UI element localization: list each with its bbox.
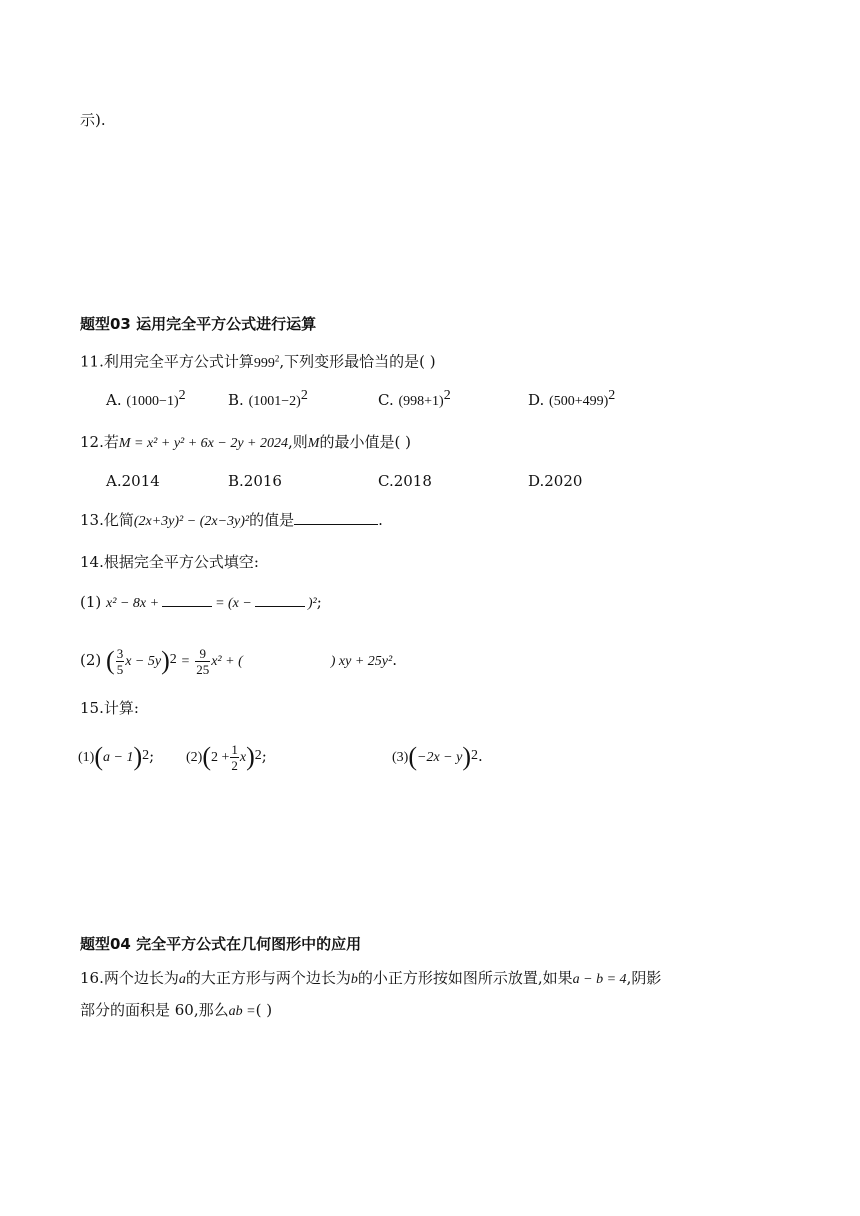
part-end: . (478, 747, 483, 765)
part-end: ; (316, 593, 322, 611)
answer-blank[interactable] (294, 510, 378, 525)
question-13-end: . (378, 511, 383, 529)
question-12-stem-mid: ,则 (288, 433, 308, 451)
equals-sign: = (181, 654, 190, 669)
question-11 (80, 348, 436, 374)
question-11-expr: $999^2$ (253, 353, 280, 371)
question-15-part-2: (2)(2 + $\frac{1}{2}$ x)$^2$; (186, 741, 267, 773)
part-expr: −2x − y (417, 750, 463, 765)
section-heading-03: 题型03 运用完全平方公式进行运算 (80, 315, 317, 333)
part-expr: x (239, 750, 247, 765)
q12-option-d[interactable]: D.2020 (528, 472, 583, 490)
question-14-part-2: (2) ( $\frac{3}{5}$ x − 5y)$^2$ = $\frac{9}{25}$ x² + ( ) xy + 25y². (80, 645, 397, 677)
answer-blank[interactable] (162, 592, 212, 607)
q11-option-b[interactable]: B. $(1001-2)^2$ (228, 388, 308, 409)
question-16-text: 16.两个边长为 (80, 969, 179, 987)
question-11-stem-end: ,下列变形最恰当的是( ) (279, 352, 436, 371)
part-expr: a − 1 (103, 750, 134, 765)
part-end: ; (149, 747, 155, 765)
part-label: (3) (392, 750, 409, 765)
section-heading-04: 题型04 完全平方公式在几何图形中的应用 (80, 935, 362, 953)
q12-option-b[interactable]: B.2016 (228, 472, 282, 490)
part-expr: )² (307, 596, 317, 611)
question-13-stem-end: 的值是 (249, 511, 295, 529)
part-label: (1) (80, 593, 102, 611)
fraction: $\frac{1}{2}$ (231, 741, 238, 773)
part-end: ; (261, 747, 267, 765)
question-13-stem: 13.化简 (80, 511, 134, 529)
variable-b: b (350, 972, 358, 987)
variable-a: a (178, 972, 186, 987)
question-16-text: 的小正方形按如图所示放置,如果 (357, 969, 573, 987)
question-12-stem-end: 的最小值是( ) (319, 433, 411, 451)
part-label: (2) (186, 750, 203, 765)
part-expr: = (x − (215, 596, 252, 611)
part-label: (1) (78, 750, 95, 765)
question-12-expr: M = x² + y² + 6x − 2y + 2024 (118, 436, 289, 451)
part-label: (2) (80, 651, 102, 669)
part-expr: x − 5y (125, 654, 162, 669)
q11-option-c[interactable]: C. $(998+1)^2$ (378, 388, 451, 409)
q12-option-a[interactable]: A.2014 (106, 472, 160, 490)
question-14-stem: 14.根据完全平方公式填空: (80, 553, 259, 571)
question-14-part-1 (80, 592, 322, 614)
part-end: . (392, 651, 397, 669)
question-12-stem: 12.若 (80, 433, 119, 451)
q12-option-c[interactable]: C.2018 (378, 472, 432, 490)
question-13 (80, 510, 383, 532)
part-expr: x² − 8x + (106, 596, 160, 611)
question-12-var: M (307, 436, 320, 451)
question-16-expr: ab = (228, 1004, 256, 1019)
part-expr: ) xy + 25y² (330, 654, 393, 669)
q11-option-d[interactable]: D. $(500+499)^2$ (528, 388, 616, 409)
question-16-line-1 (80, 968, 661, 990)
question-12 (80, 432, 411, 454)
question-11-stem: 11.利用完全平方公式计算 (80, 352, 254, 371)
fraction: $\frac{3}{5}$ (116, 645, 124, 677)
question-16-text: 部分的面积是 60,那么 (80, 1001, 229, 1019)
question-16-text: ( ) (255, 1001, 273, 1019)
question-16-text: ,阴影 (626, 969, 662, 987)
question-15-part-1: $(1)(a - 1)^2$; (78, 742, 155, 771)
condition-expr: a − b = 4 (572, 972, 627, 987)
question-15-stem: 15.计算: (80, 699, 139, 717)
q11-option-a[interactable]: A. $(1000-1)^2$ (106, 388, 186, 409)
question-16-line-2 (80, 1000, 272, 1022)
part-expr: 2 + (211, 750, 230, 765)
fraction: $\frac{9}{25}$ (196, 645, 210, 677)
question-16-text: 的大正方形与两个边长为 (185, 969, 351, 987)
question-15-part-3: $(3)(-2x - y)^2$. (392, 742, 483, 771)
question-13-expr: (2x+3y)² − (2x−3y)² (133, 514, 250, 529)
continued-text: 示). (80, 111, 106, 129)
part-expr: x² + ( (211, 654, 243, 669)
answer-blank[interactable] (255, 592, 305, 607)
